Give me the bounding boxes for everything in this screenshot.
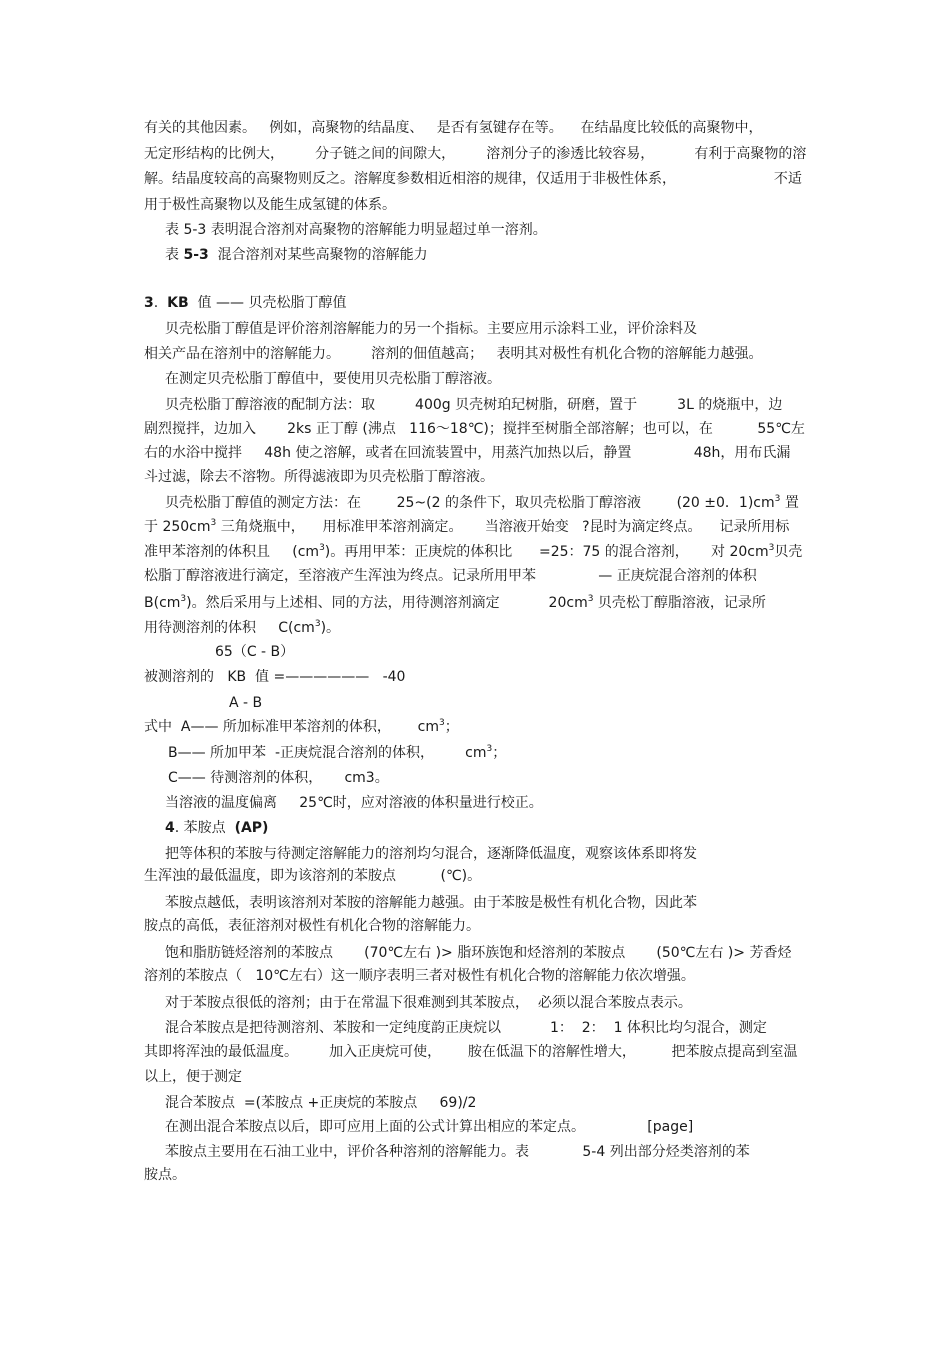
text-line: 混合苯胺点 =(苯胺点 +正庚烷的苯胺点 69)/2 bbox=[165, 1095, 477, 1111]
text-line: 以上，便于测定 bbox=[144, 1069, 242, 1085]
text-line: 无定形结构的比例大， 分子链之间的间隙大， 溶剂分子的渗透比较容易， 有利于高聚物的溶 bbox=[144, 146, 807, 162]
text-line: 剧烈搅拌，边加入 2ks 正丁醇 (沸点 116～18℃)；搅拌至树脂全部溶解；也可以，在 55℃左 bbox=[144, 421, 805, 437]
text-line: B—— 所加甲苯 -正庚烷混合溶剂的体积， $cm^3$； bbox=[168, 744, 507, 761]
text-line: 把等体积的苯胺与待测定溶解能力的溶剂均匀混合，逐渐降低温度，观察该体系即将发 bbox=[165, 846, 697, 862]
text-line: 在测定贝壳松脂丁醇值中，要使用贝壳松脂丁醇溶液。 bbox=[165, 371, 501, 387]
text-line: 式中 A—— 所加标准甲苯溶剂的体积， $cm^3$； bbox=[144, 718, 459, 735]
section-heading-ap: 4. 苯胺点 (AP) bbox=[165, 820, 269, 836]
formula-denominator: A - B bbox=[229, 695, 263, 711]
text-line: 表 5-3 表明混合溶剂对高聚物的溶解能力明显超过单一溶剂。 bbox=[165, 222, 547, 238]
text-line: 对于苯胺点很低的溶剂；由于在常温下很难测到其苯胺点， 必须以混合苯胺点表示。 bbox=[165, 995, 692, 1011]
text-line: 生浑浊的最低温度，即为该溶剂的苯胺点 (℃)。 bbox=[144, 868, 482, 884]
text-line: 当溶液的温度偏离 25℃时，应对溶液的体积量进行校正。 bbox=[165, 795, 543, 811]
formula-line: 被测溶剂的 KB 值 =—————— -40 bbox=[144, 669, 406, 685]
text-line: 贝壳松脂丁醇值是评价溶剂溶解能力的另一个指标。主要应用示涂料工业，评价涂料及 bbox=[165, 321, 697, 337]
text-line: 胺点。 bbox=[144, 1167, 186, 1183]
text-line: $B(cm^3)$。然后采用与上述相、同的方法，用待测溶剂滴定 $20cm^3$ 贝壳松丁醇脂溶液，记录所 bbox=[144, 594, 766, 611]
text-line: 在测出混合苯胺点以后，即可应用上面的公式计算出相应的苯定点。 [page] bbox=[165, 1119, 694, 1135]
text-line: 苯胺点主要用在石油工业中，评价各种溶剂的溶解能力。表 5-4 列出部分烃类溶剂的苯 bbox=[165, 1144, 750, 1160]
text-line: 苯胺点越低，表明该溶剂对苯胺的溶解能力越强。由于苯胺是极性有机化合物，因此苯 bbox=[165, 895, 697, 911]
text-line: 混合苯胺点是把待测溶剂、苯胺和一定纯度韵正庚烷以 1： 2： 1 体积比均匀混合，测定 bbox=[165, 1020, 767, 1036]
text-line: 其即将浑浊的最低温度。 加入正庚烷可使， 胺在低温下的溶解性增大， 把苯胺点提高到室温 bbox=[144, 1044, 798, 1060]
text-line: 解。结晶度较高的高聚物则反之。溶解度参数相近相溶的规律，仅适用于非极性体系， 不适 bbox=[144, 171, 802, 187]
text-line: 有关的其他因素。 例如，高聚物的结晶度、 是否有氢键存在等。 在结晶度比较低的高聚物中， bbox=[144, 120, 763, 136]
text-line: 贝壳松脂丁醇值的测定方法：在 25~(2 的条件下，取贝壳松脂丁醇溶液 (20 ±0．$1)cm^3$ 置 bbox=[165, 494, 799, 511]
text-line: 右的水浴中搅拌 48h 使之溶解，或者在回流装置中，用蒸汽加热以后，静置 48h，用布氏漏 bbox=[144, 445, 791, 461]
text-line: 松脂丁醇溶液进行滴定，至溶液产生浑浊为终点。记录所用甲苯 — 正庚烷混合溶剂的体积 bbox=[144, 568, 757, 584]
formula-numerator: 65（C - B） bbox=[215, 644, 295, 660]
text-line: 饱和脂肪链烃溶剂的苯胺点 (70℃左右 )> 脂环族饱和烃溶剂的苯胺点 (50℃左右 )> 芳香烃 bbox=[165, 945, 792, 961]
text-line: 相关产品在溶剂中的溶解能力。 溶剂的佃值越高； 表明其对极性有机化合物的溶解能力越强。 bbox=[144, 346, 763, 362]
text-line: 贝壳松脂丁醇溶液的配制方法：取 400g 贝壳树珀玘树脂，研磨，置于 3L 的烧瓶中，边 bbox=[165, 397, 783, 413]
text-line: 用于极性高聚物以及能生成氢键的体系。 bbox=[144, 197, 396, 213]
text-line: 准甲苯溶剂的体积且 $(cm^3)$。再用甲苯：正庚烷的体积比 =25：75 的混合溶剂， 对 $20cm^3$贝壳 bbox=[144, 543, 803, 560]
text-line: 胺点的高低，表征溶剂对极性有机化合物的溶解能力。 bbox=[144, 918, 480, 934]
table-caption: 表 5-3 混合溶剂对某些高聚物的溶解能力 bbox=[165, 247, 428, 263]
text-line: 溶剂的苯胺点（ 10℃左右）这一顺序表明三者对极性有机化合物的溶解能力依次增强。 bbox=[144, 968, 695, 984]
text-line: 斗过滤，除去不溶物。所得滤液即为贝壳松脂丁醇溶液。 bbox=[144, 469, 494, 485]
text-line: 于 $250cm^3$ 三角烧瓶中， 用标准甲苯溶剂滴定。 当溶液开始变 ?昆时为滴定终点。 记录所用标 bbox=[144, 518, 790, 535]
text-line: C—— 待测溶剂的体积， cm3。 bbox=[168, 770, 389, 786]
section-heading-kb: 3. KB 值 —— 贝壳松脂丁醇值 bbox=[144, 295, 347, 311]
text-line: 用待测溶剂的体积 $C(cm^3)$。 bbox=[144, 619, 341, 636]
